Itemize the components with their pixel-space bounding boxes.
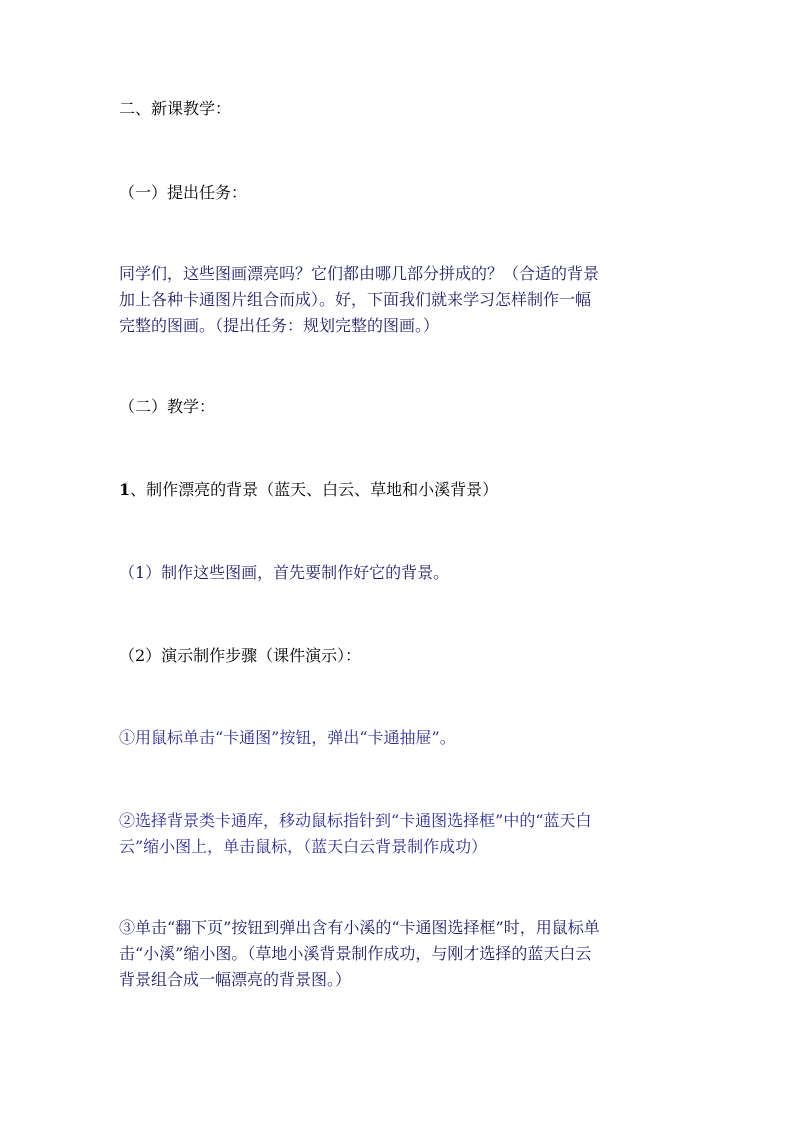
item-1-heading	[119, 477, 679, 503]
step-1: ①用鼠标单击“卡通图”按钮，弹出“卡通抽屉”。	[119, 728, 456, 747]
heading-new-lesson: 二、新课教学：	[119, 99, 232, 118]
step-2-line-2: 云”缩小图上，单击鼠标，（蓝天白云背景制作成功）	[119, 837, 488, 856]
item-1-text: 、制作漂亮的背景（蓝天、白云、草地和小溪背景）	[130, 480, 499, 499]
step-2-line-1: ②选择背景类卡通库，移动鼠标指针到“卡通图选择框”中的“蓝天白	[119, 811, 592, 830]
intro-line-1: 同学们，这些图画漂亮吗？它们都由哪几部分拼成的？（合适的背景	[119, 264, 600, 283]
sub-step-1: （1）制作这些图画，首先要制作好它的背景。	[119, 563, 450, 582]
sub-step-2: （2）演示制作步骤（课件演示）：	[119, 646, 362, 665]
intro-paragraph	[119, 261, 679, 339]
heading-teaching: （二）教学：	[119, 397, 216, 416]
step-3-line-1: ③单击“翻下页”按钮到弹出含有小溪的“卡通图选择框”时，用鼠标单	[119, 918, 600, 937]
step-2	[119, 808, 679, 860]
step-3-line-3: 背景组合成一幅漂亮的背景图。）	[119, 970, 352, 989]
intro-line-2: 加上各种卡通图片组合而成）。好，下面我们就来学习怎样制作一幅	[119, 290, 592, 309]
heading-task: （一）提出任务：	[119, 183, 248, 202]
item-1-number: 1	[119, 480, 131, 499]
step-3-line-2: 击“小溪”缩小图。（草地小溪背景制作成功，与刚才选择的蓝天白云	[119, 944, 592, 963]
intro-line-3: 完整的图画。（提出任务：规划完整的图画。）	[119, 316, 440, 335]
step-3	[119, 915, 679, 993]
